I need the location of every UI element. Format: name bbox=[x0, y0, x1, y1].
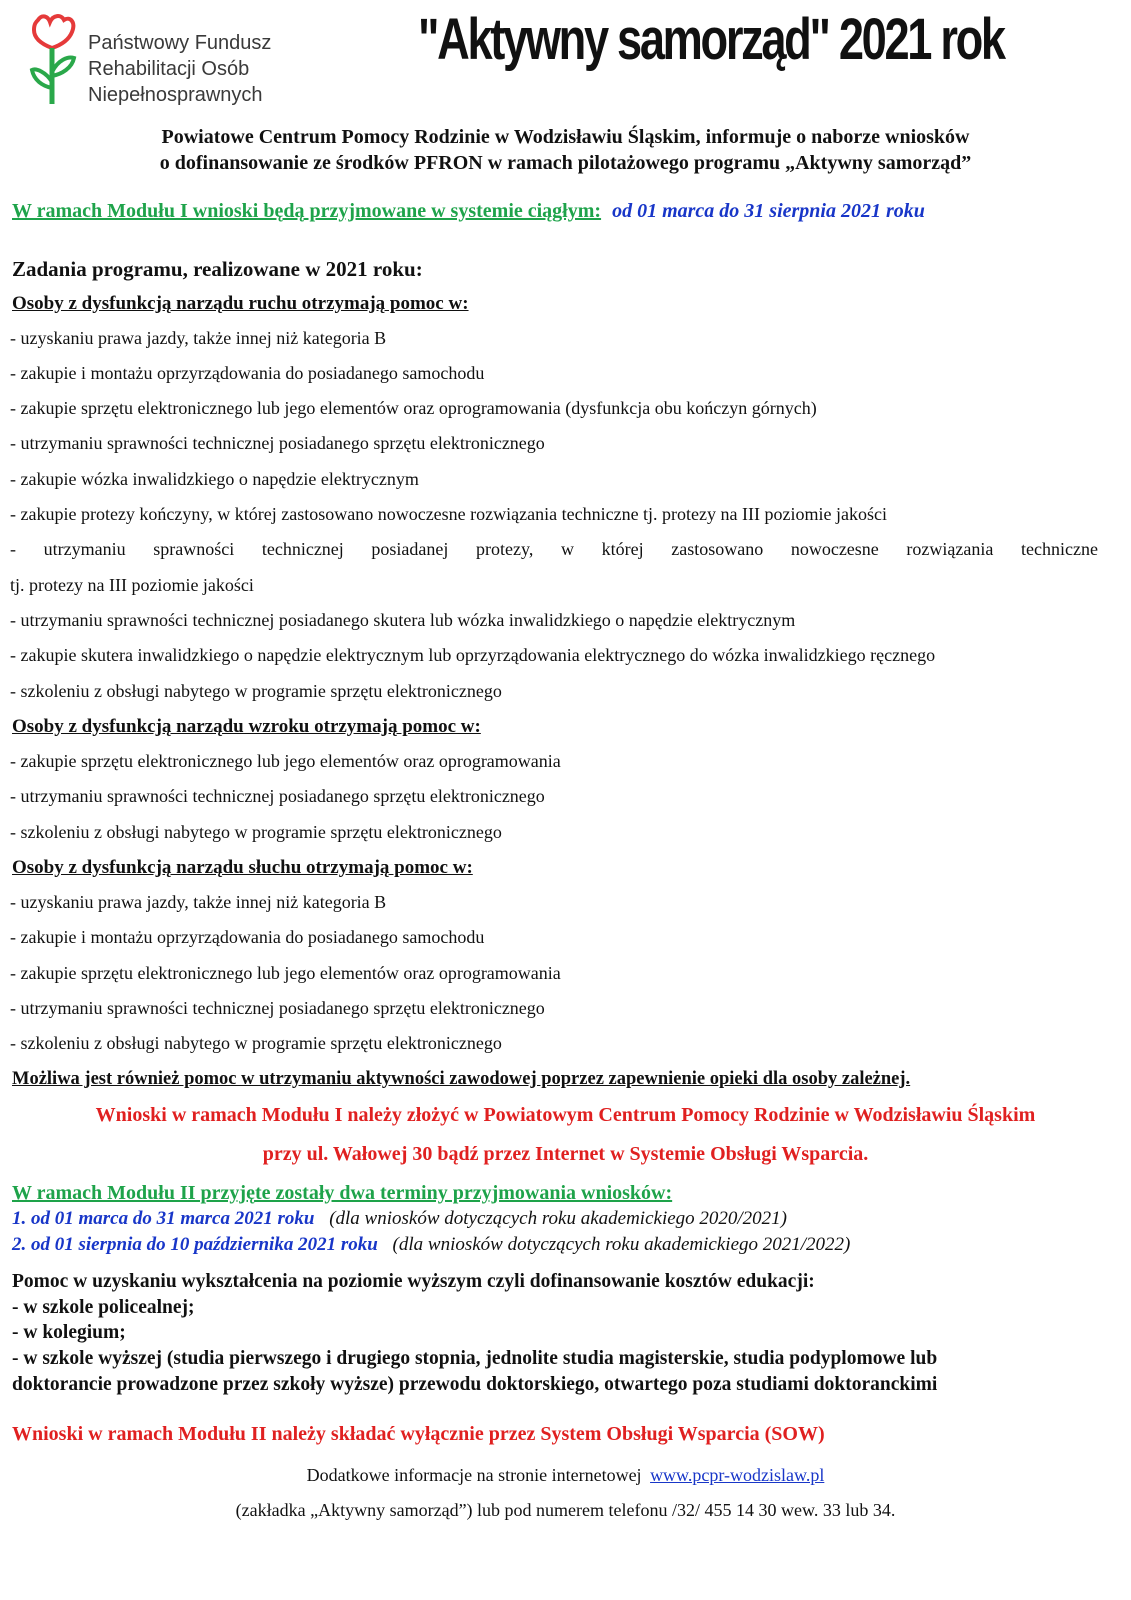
education-item: - w szkole wyższej (studia pierwszego i drugiego stopnia, jednolite studia magisterskie, studia podyplomowe lub bbox=[12, 1348, 938, 1369]
page-title: "Aktywny samorząd" 2021 rok bbox=[418, 7, 1004, 72]
motor-heading: Osoby z dysfunkcją narządu ruchu otrzymają pomoc w: bbox=[12, 293, 469, 314]
footer-info bbox=[0, 1465, 1131, 1486]
term-dates: 2. od 01 sierpnia do 10 października 2021 roku bbox=[12, 1234, 378, 1255]
list-item: - zakupie i montażu oprzyrządowania do posiadanego samochodu bbox=[10, 927, 485, 947]
word: w bbox=[560, 539, 574, 559]
module2-label: W ramach Modułu II przyjęte zostały dwa terminy przyjmowania wniosków: bbox=[12, 1182, 673, 1204]
intro-line: o dofinansowanie ze środków PFRON w ramach pilotażowego programu „Aktywny samorząd” bbox=[159, 152, 972, 174]
dependent-care-note: Możliwa jest również pomoc w utrzymaniu aktywności zawodowej poprzez zapewnienie opieki dla osoby zależnej. bbox=[12, 1069, 911, 1089]
education-heading: Pomoc w uzyskaniu wykształcenia na poziomie wyższym czyli dofinansowanie kosztów edukacji: bbox=[12, 1271, 815, 1292]
word: techniczne bbox=[1021, 539, 1098, 559]
website-link[interactable]: www.pcpr-wodzislaw.pl bbox=[650, 1465, 825, 1485]
list-item: - szkoleniu z obsługi nabytego w programie sprzętu elektronicznego bbox=[10, 1033, 502, 1053]
term-dates: 1. od 01 marca do 31 marca 2021 roku bbox=[12, 1208, 315, 1229]
term-note: (dla wniosków dotyczących roku akademickiego 2021/2022) bbox=[392, 1234, 851, 1255]
word: zastosowano bbox=[671, 539, 764, 559]
education-item: - w szkole policealnej; bbox=[12, 1297, 195, 1318]
list-item: - utrzymaniu sprawności technicznej posiadanego sprzętu elektronicznego bbox=[10, 786, 545, 806]
word: nowoczesne bbox=[790, 539, 879, 559]
list-item: - zakupie sprzętu elektronicznego lub jego elementów oraz oprogramowania (dysfunkcja obu kończyn górnych) bbox=[10, 398, 817, 418]
list-item: - zakupie sprzętu elektronicznego lub jego elementów oraz oprogramowania bbox=[10, 751, 561, 771]
education-item: - w kolegium; bbox=[12, 1322, 126, 1343]
word: której bbox=[601, 539, 644, 559]
organization-name bbox=[88, 30, 271, 108]
org-line: Rehabilitacji Osób bbox=[88, 58, 250, 80]
education-item: doktorancie prowadzone przez szkoły wyższe) przewodu doktorskiego, otwartego poza studiami doktoranckimi bbox=[12, 1374, 938, 1395]
module2-term-1 bbox=[12, 1208, 787, 1230]
list-item: - szkoleniu z obsługi nabytego w programie sprzętu elektronicznego bbox=[10, 681, 502, 701]
list-item: - zakupie protezy kończyny, w której zastosowano nowoczesne rozwiązania techniczne tj. protezy na III poziomie jakości bbox=[10, 504, 887, 524]
module2-submit-note: Wnioski w ramach Modułu II należy składać wyłącznie przez System Obsługi Wsparcia (SOW) bbox=[12, 1423, 825, 1445]
module1-submit-line: Wnioski w ramach Modułu I należy złożyć w Powiatowym Centrum Pomocy Rodzinie w Wodzisławiu Śląskim bbox=[95, 1104, 1036, 1126]
module2-term-2 bbox=[12, 1234, 850, 1256]
list-item: - zakupie sprzętu elektronicznego lub jego elementów oraz oprogramowania bbox=[10, 963, 561, 983]
list-item: - uzyskaniu prawa jazdy, także innej niż kategoria B bbox=[10, 892, 387, 912]
list-item: - zakupie skutera inwalidzkiego o napędzie elektrycznym lub oprzyrządowania elektrycznego do wózka inwalidzkiego ręcznego bbox=[10, 645, 936, 665]
word: utrzymaniu bbox=[43, 539, 126, 559]
list-item: - utrzymaniu sprawności technicznej posiadanego skutera lub wózka inwalidzkiego o napędzie elektrycznym bbox=[10, 610, 796, 630]
module1-label: W ramach Modułu I wnioski będą przyjmowane w systemie ciągłym: bbox=[12, 200, 602, 222]
word: technicznej bbox=[261, 539, 344, 559]
module1-submit-line: przy ul. Wałowej 30 bądź przez Internet w Systemie Obsługi Wsparcia. bbox=[262, 1143, 869, 1165]
list-item: - utrzymaniu sprawności technicznej posiadanego sprzętu elektronicznego bbox=[10, 998, 545, 1018]
word: - bbox=[10, 539, 16, 559]
list-item-justified bbox=[10, 539, 1098, 560]
list-item: - zakupie wózka inwalidzkiego o napędzie elektrycznym bbox=[10, 469, 419, 489]
list-item: - zakupie i montażu oprzyrządowania do posiadanego samochodu bbox=[10, 363, 485, 383]
tasks-heading: Zadania programu, realizowane w 2021 roku: bbox=[12, 257, 423, 281]
footer-info-text: Dodatkowe informacje na stronie internetowej bbox=[306, 1465, 642, 1485]
footer-contact: (zakładka „Aktywny samorząd”) lub pod numerem telefonu /32/ 455 14 30 wew. 33 lub 34. bbox=[235, 1500, 896, 1520]
word: sprawności bbox=[153, 539, 235, 559]
org-line: Państwowy Fundusz bbox=[88, 32, 272, 54]
module1-info bbox=[12, 200, 925, 223]
pfron-tulip-logo-icon bbox=[28, 12, 88, 107]
list-item: - utrzymaniu sprawności technicznej posiadanego sprzętu elektronicznego bbox=[10, 433, 545, 453]
word: rozwiązania bbox=[906, 539, 994, 559]
module1-dates: od 01 marca do 31 sierpnia 2021 roku bbox=[612, 200, 925, 222]
list-item-continuation: tj. protezy na III poziomie jakości bbox=[10, 575, 254, 595]
list-item: - szkoleniu z obsługi nabytego w programie sprzętu elektronicznego bbox=[10, 822, 502, 842]
word: protezy, bbox=[476, 539, 534, 559]
org-line: Niepełnosprawnych bbox=[88, 84, 263, 106]
hearing-heading: Osoby z dysfunkcją narządu słuchu otrzymają pomoc w: bbox=[12, 857, 473, 878]
list-item: - uzyskaniu prawa jazdy, także innej niż kategoria B bbox=[10, 328, 387, 348]
term-note: (dla wniosków dotyczących roku akademickiego 2020/2021) bbox=[329, 1208, 788, 1229]
intro-line: Powiatowe Centrum Pomocy Rodzinie w Wodzisławiu Śląskim, informuje o naborze wniosków bbox=[161, 126, 970, 148]
word: posiadanej bbox=[371, 539, 449, 559]
vision-heading: Osoby z dysfunkcją narządu wzroku otrzymają pomoc w: bbox=[12, 716, 481, 737]
